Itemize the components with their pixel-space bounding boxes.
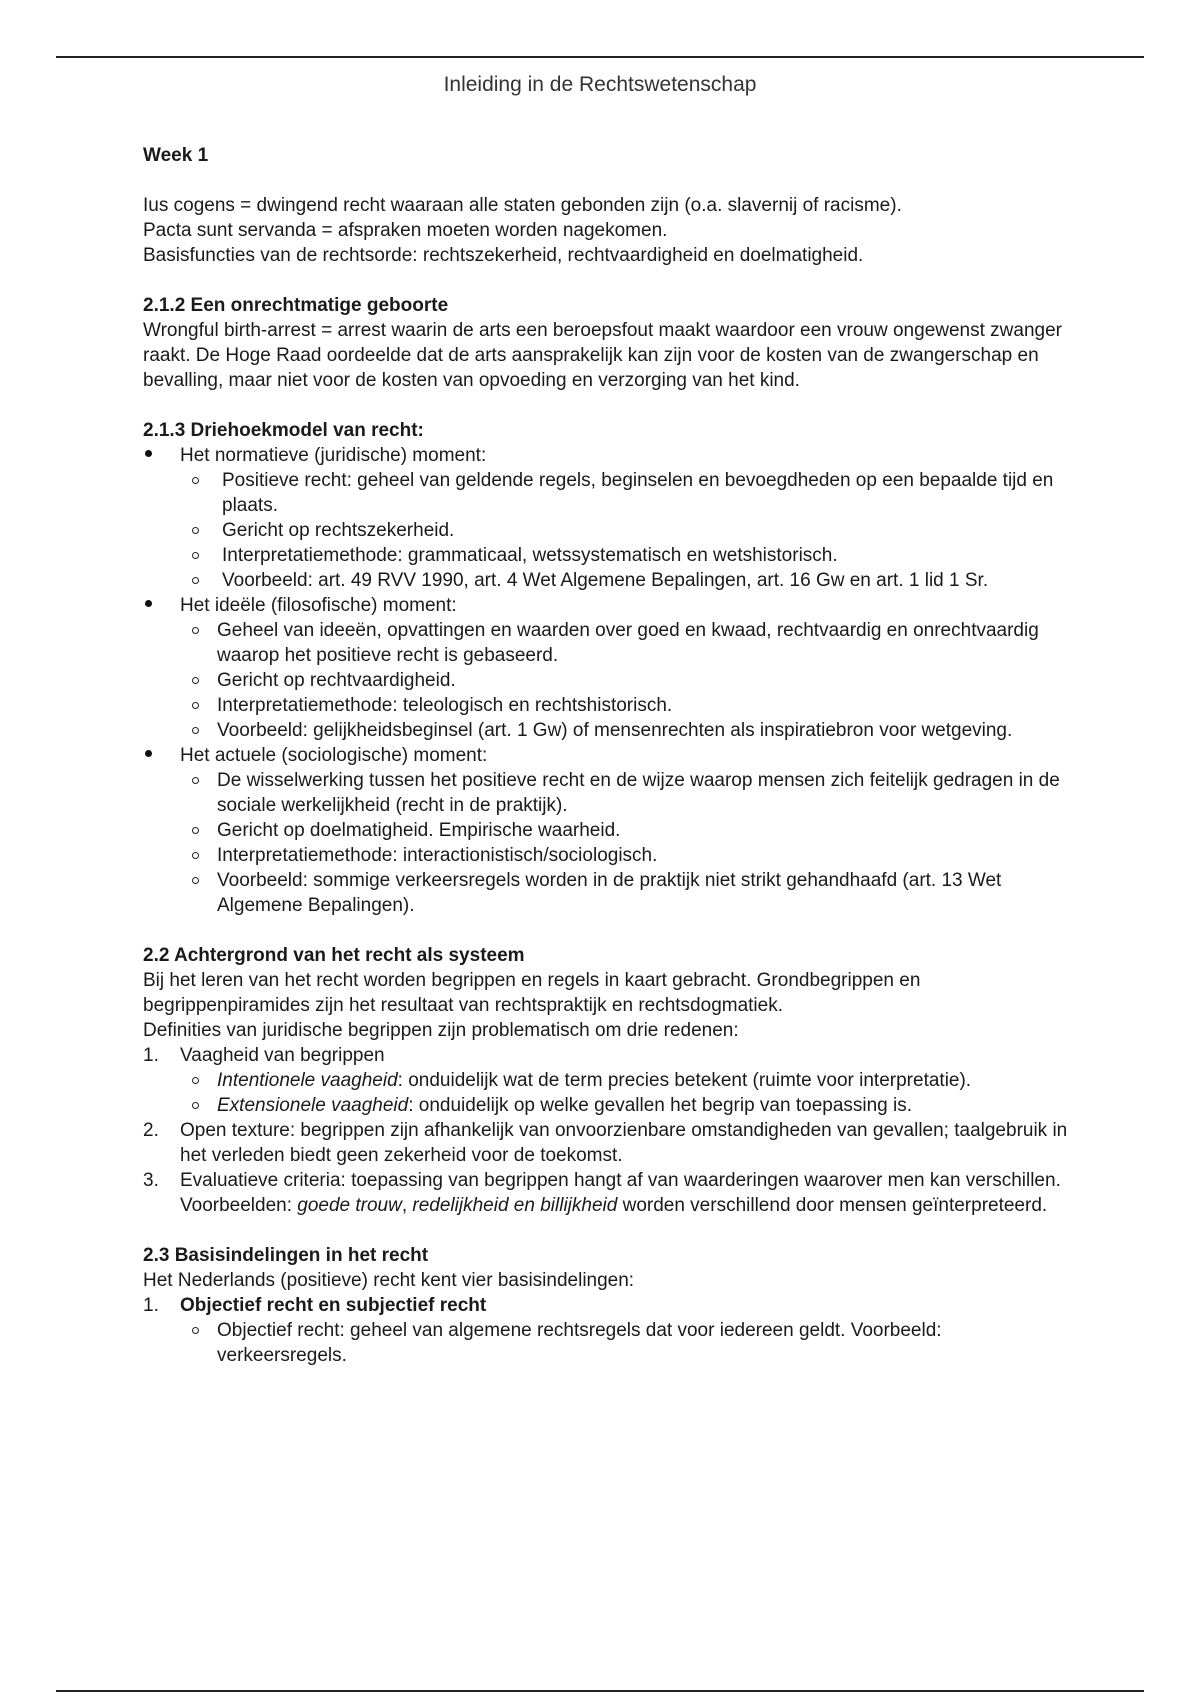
list-item: Het actuele (sociologische) moment: De wisselwerking tussen het positieve recht en de wijze waarop mensen zich feitelijk gedragen in de sociale werkelijkheid (recht in de praktijk). Gericht op doelmatigheid. Empirische waarheid. Interpretatiemethode: interactionistisch/sociologisch. Voorbeeld: sommige verkeersregels worden in de praktijk niet strikt gehandhaafd (art. 13 Wet Algemene Bepalingen). bbox=[143, 743, 1073, 918]
sub-list-item: Voorbeeld: art. 49 RVV 1990, art. 4 Wet Algemene Bepalingen, art. 16 Gw en art. 1 lid 1 Sr. bbox=[180, 568, 1073, 593]
circle-bullet-icon bbox=[192, 477, 199, 484]
list-item: Het normatieve (juridische) moment: Positieve recht: geheel van geldende regels, beginselen en bevoegdheden op een bepaalde tijd en plaats. Gericht op rechtszekerheid. Interpretatiemethode: grammaticaal, wetssystematisch en wetshistorisch. Voorbeeld: art. 49 RVV 1990, art. 4 Wet Algemene Bepalingen, art. 16 Gw en art. 1 lid 1 Sr. bbox=[143, 443, 1073, 593]
section-heading-2-3: 2.3 Basisindelingen in het recht bbox=[143, 1245, 429, 1266]
bullet-icon bbox=[145, 600, 152, 607]
sub-list-item: De wisselwerking tussen het positieve recht en de wijze waarop mensen zich feitelijk gedragen in de sociale werkelijkheid (recht in de praktijk). bbox=[180, 768, 1073, 818]
section-text: Bij het leren van het recht worden begrippen en regels in kaart gebracht. Grondbegrippen en begrippenpiramides zijn het resultaat van rechtspraktijk en rechtsdogmatiek. bbox=[143, 970, 921, 1016]
week-heading: Week 1 bbox=[143, 145, 209, 166]
numbered-item: 1. Vaagheid van begrippen Intentionele vaagheid: onduidelijk wat de term precies betekent (ruimte voor interpretatie). Extensionele vaagheid: onduidelijk op welke gevallen het begrip van toepassing is. bbox=[143, 1043, 1073, 1118]
sub-list-item: Interpretatiemethode: interactionistisch/sociologisch. bbox=[180, 843, 1073, 868]
sub-list-item: Geheel van ideeën, opvattingen en waarden over goed en kwaad, rechtvaardig en onrechtvaardig waarop het positieve recht is gebaseerd. bbox=[180, 618, 1073, 668]
intro-line: Ius cogens = dwingend recht waaraan alle staten gebonden zijn (o.a. slavernij of racisme). bbox=[143, 195, 902, 216]
list-item: Het ideële (filosofische) moment: Geheel van ideeën, opvattingen en waarden over goed en kwaad, rechtvaardig en onrechtvaardig waarop het positieve recht is gebaseerd. Gericht op rechtvaardigheid. Interpretatiemethode: teleologisch en rechtshistorisch. Voorbeeld: gelijkheidsbeginsel (art. 1 Gw) of mensenrechten als inspiratiebron voor wetgeving. bbox=[143, 593, 1073, 743]
numbered-item: 1. Objectief recht en subjectief recht Objectief recht: geheel van algemene rechtsregels dat voor iedereen geldt. Voorbeeld: verkeersregels. bbox=[143, 1293, 1073, 1368]
section-heading-2-1-3: 2.1.3 Driehoekmodel van recht: bbox=[143, 420, 424, 441]
circle-bullet-icon bbox=[192, 627, 199, 634]
circle-bullet-icon bbox=[192, 852, 199, 859]
sub-list-item: Voorbeeld: sommige verkeersregels worden in de praktijk niet strikt gehandhaafd (art. 13 Wet Algemene Bepalingen). bbox=[180, 868, 1073, 918]
section-text: Definities van juridische begrippen zijn problematisch om drie redenen: bbox=[143, 1020, 739, 1041]
circle-bullet-icon bbox=[192, 677, 199, 684]
circle-bullet-icon bbox=[192, 1077, 199, 1084]
section-heading-2-2: 2.2 Achtergrond van het recht als systeem bbox=[143, 945, 525, 966]
intro-line: Basisfuncties van de rechtsorde: rechtszekerheid, rechtvaardigheid en doelmatigheid. bbox=[143, 245, 864, 266]
circle-bullet-icon bbox=[192, 777, 199, 784]
sub-list-item: Gericht op rechtvaardigheid. bbox=[180, 668, 1073, 693]
circle-bullet-icon bbox=[192, 1102, 199, 1109]
numbered-item: 3. Evaluatieve criteria: toepassing van begrippen hangt af van waarderingen waarover men kan verschillen. Voorbeelden: goede trouw, redelijkheid en billijkheid worden verschillend door mensen geïnterpreteerd. bbox=[143, 1170, 1061, 1216]
footer-rule bbox=[56, 1690, 1144, 1692]
sub-list-item: Objectief recht: geheel van algemene rechtsregels dat voor iedereen geldt. Voorbeeld: verkeersregels. bbox=[180, 1318, 1073, 1368]
sub-list-item: Extensionele vaagheid: onduidelijk op welke gevallen het begrip van toepassing is. bbox=[180, 1093, 1073, 1118]
sub-list-item: Gericht op doelmatigheid. Empirische waarheid. bbox=[180, 818, 1073, 843]
circle-bullet-icon bbox=[192, 727, 199, 734]
circle-bullet-icon bbox=[192, 527, 199, 534]
circle-bullet-icon bbox=[192, 577, 199, 584]
bullet-icon bbox=[145, 450, 152, 457]
numbered-item: 2. Open texture: begrippen zijn afhankelijk van onvoorzienbare omstandigheden van gevallen; taalgebruik in het verleden biedt geen zekerheid voor de toekomst. bbox=[143, 1120, 1068, 1166]
sub-list-item: Interpretatiemethode: grammaticaal, wetssystematisch en wetshistorisch. bbox=[180, 543, 1073, 568]
reasons-list bbox=[143, 1043, 1073, 1218]
circle-bullet-icon bbox=[192, 827, 199, 834]
sub-list-item: Positieve recht: geheel van geldende regels, beginselen en bevoegdheden op een bepaalde tijd en plaats. bbox=[180, 468, 1073, 518]
header-rule bbox=[56, 56, 1144, 58]
basisindelingen-list bbox=[143, 1293, 1073, 1368]
document-body bbox=[143, 143, 1073, 1368]
sub-list-item: Intentionele vaagheid: onduidelijk wat de term precies betekent (ruimte voor interpretatie). bbox=[180, 1068, 1073, 1093]
driehoek-list bbox=[143, 443, 1073, 918]
sub-list-item: Voorbeeld: gelijkheidsbeginsel (art. 1 Gw) of mensenrechten als inspiratiebron voor wetgeving. bbox=[180, 718, 1073, 743]
section-heading-2-1-2: 2.1.2 Een onrechtmatige geboorte bbox=[143, 295, 449, 316]
section-text: Het Nederlands (positieve) recht kent vier basisindelingen: bbox=[143, 1270, 635, 1291]
circle-bullet-icon bbox=[192, 552, 199, 559]
document-title: Inleiding in de Rechtswetenschap bbox=[443, 73, 757, 96]
circle-bullet-icon bbox=[192, 877, 199, 884]
sub-list-item: Gericht op rechtszekerheid. bbox=[180, 518, 1073, 543]
bullet-icon bbox=[145, 750, 152, 757]
intro-line: Pacta sunt servanda = afspraken moeten worden nagekomen. bbox=[143, 220, 668, 241]
circle-bullet-icon bbox=[192, 702, 199, 709]
circle-bullet-icon bbox=[192, 1327, 199, 1334]
section-text: Wrongful birth-arrest = arrest waarin de arts een beroepsfout maakt waardoor een vrouw ongewenst zwanger raakt. De Hoge Raad oordeelde dat de arts aansprakelijk kan zijn voor de kosten van de zwangerschap en bevalling, maar niet voor de kosten van opvoeding en verzorging van het kind. bbox=[143, 320, 1062, 391]
sub-list-item: Interpretatiemethode: teleologisch en rechtshistorisch. bbox=[180, 693, 1073, 718]
